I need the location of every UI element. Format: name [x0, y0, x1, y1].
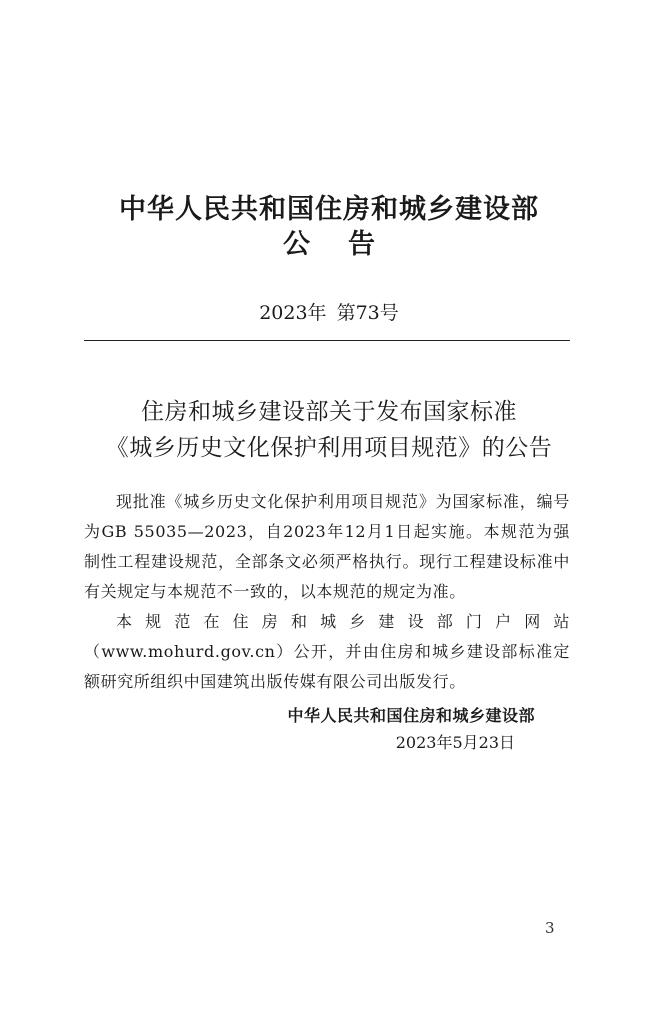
document-number: 2023年 第73号 [259, 302, 399, 324]
header-divider [84, 340, 570, 341]
page-number: 3 [545, 919, 555, 937]
issuing-authority-heading: 中华人民共和国住房和城乡建设部 [119, 194, 539, 225]
announcement-subject [0, 394, 658, 466]
announcement-body [84, 487, 570, 697]
subject-line-2: 《城乡历史文化保护利用项目规范》的公告 [105, 435, 553, 461]
announcement-title: 公告 [283, 229, 413, 260]
signature-issuer: 中华人民共和国住房和城乡建设部 [287, 706, 535, 725]
body-paragraph-1: 现批准《城乡历史文化保护利用项目规范》为国家标准，编号为GB 55035—2023，自2023年12月1日起实施。本规范为强制性工程建设规范，全部条文必须严格执行。现行工程建设标准中有关规定与本规范不一致的，以本规范的规定为准。 [84, 492, 570, 601]
body-paragraph-2: 本规范在住房和城乡建设部门户网站（www.mohurd.gov.cn）公开，并由住房和城乡建设部标准定额研究所组织中国建筑出版传媒有限公司出版发行。 [84, 612, 570, 691]
subject-line-1: 住房和城乡建设部关于发布国家标准 [141, 399, 517, 425]
signature-date: 2023年5月23日 [395, 733, 515, 752]
